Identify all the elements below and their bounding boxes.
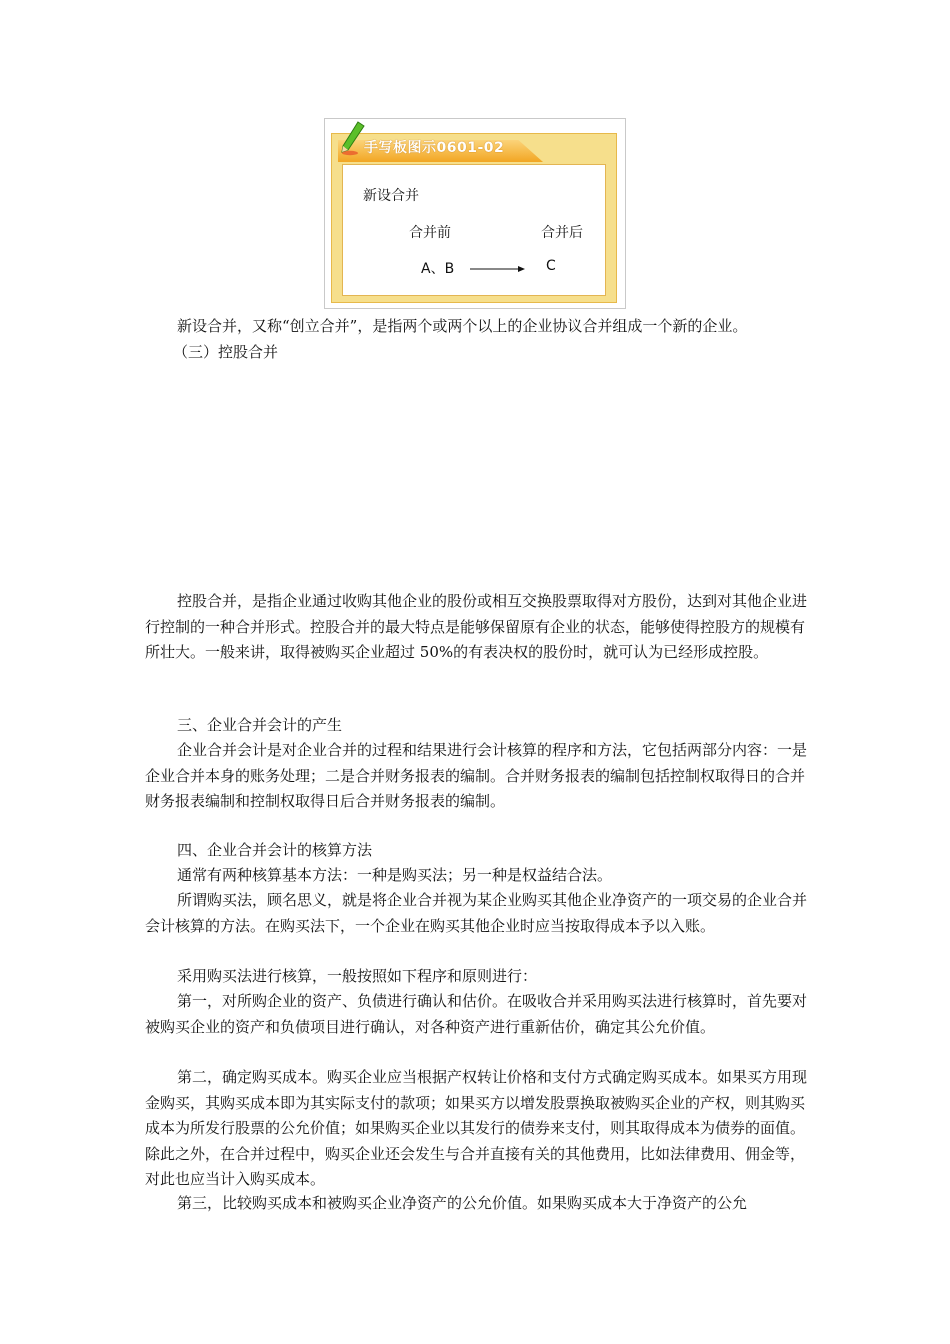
- paragraph-purchase-method: 所谓购买法，顾名思义，就是将企业合并视为某企业购买其他企业净资产的一项交易的企业合并会计核算的方法。在购买法下，一个企业在购买其他企业时应当按取得成本予以入账。: [145, 891, 808, 935]
- arrow-right-icon: [470, 264, 526, 274]
- paragraph-step-one: 第一，对所购企业的资产、负债进行确认和估价。在吸收合并采用购买法进行核算时，首先要对被购买企业的资产和负债项目进行确认，对各种资产进行重新估价，确定其公允价值。: [145, 992, 808, 1036]
- label-after-merge: 合并后: [541, 225, 583, 241]
- label-c: C: [546, 258, 556, 274]
- paragraph-holding-merge: 控股合并，是指企业通过收购其他企业的股份或相互交换股票取得对方股份，达到对其他企业进行控制的一种合并形式。控股合并的最大特点是能够保留原有企业的状态，能够使得控股方的规模有所壮大。一般来讲，取得被购买企业超过 50%的有表决权的股份时，就可认为已经形成控股。: [145, 592, 808, 662]
- paragraph-step-three: 第三，比较购买成本和被购买企业净资产的公允价值。如果购买成本大于净资产的公允: [177, 1194, 748, 1212]
- label-ab: A、B: [421, 261, 455, 277]
- figure-frame: [331, 133, 617, 303]
- paragraph-step-two: 第二，确定购买成本。购买企业应当根据产权转让价格和支付方式确定购买成本。如果买方用现金购买，其购买成本即为其实际支付的款项；如果买方以增发股票换取被购买企业的产权，则其购买成本为所发行股票的公允价值；如果购买企业以其发行的债券来支付，则其取得成本为债券的面值。除此之外，在合并过程中，购买企业还会发生与合并直接有关的其他费用，比如法律费用、佣金等，对此也应当计入购买成本。: [145, 1068, 808, 1189]
- paragraph-new-merge-definition: 新设合并，又称“创立合并”，是指两个或两个以上的企业协议合并组成一个新的企业。: [177, 317, 748, 335]
- heading-holding-merge: （三）控股合并: [173, 343, 279, 361]
- paragraph-two-methods: 通常有两种核算基本方法：一种是购买法；另一种是权益结合法。: [177, 866, 613, 884]
- label-before-merge: 合并前: [409, 225, 451, 241]
- figure-header-title: 手写板图示0601-02: [364, 140, 505, 156]
- heading-section-three: 三、企业合并会计的产生: [177, 716, 343, 734]
- paragraph-procedure-intro: 采用购买法进行核算，一般按照如下程序和原则进行：: [177, 967, 538, 985]
- pen-icon: [336, 120, 366, 156]
- paragraph-merger-accounting: 企业合并会计是对企业合并的过程和结果进行会计核算的程序和方法，它包括两部分内容：一是企业合并本身的账务处理；二是合并财务报表的编制。合并财务报表的编制包括控制权取得日的合并财务报表编制和控制权取得日后合并财务报表的编制。: [145, 741, 808, 811]
- label-new-merge: 新设合并: [363, 188, 419, 204]
- handwriting-board-figure: [324, 118, 626, 309]
- heading-section-four: 四、企业合并会计的核算方法: [177, 841, 373, 859]
- figure-content-area: [342, 164, 606, 296]
